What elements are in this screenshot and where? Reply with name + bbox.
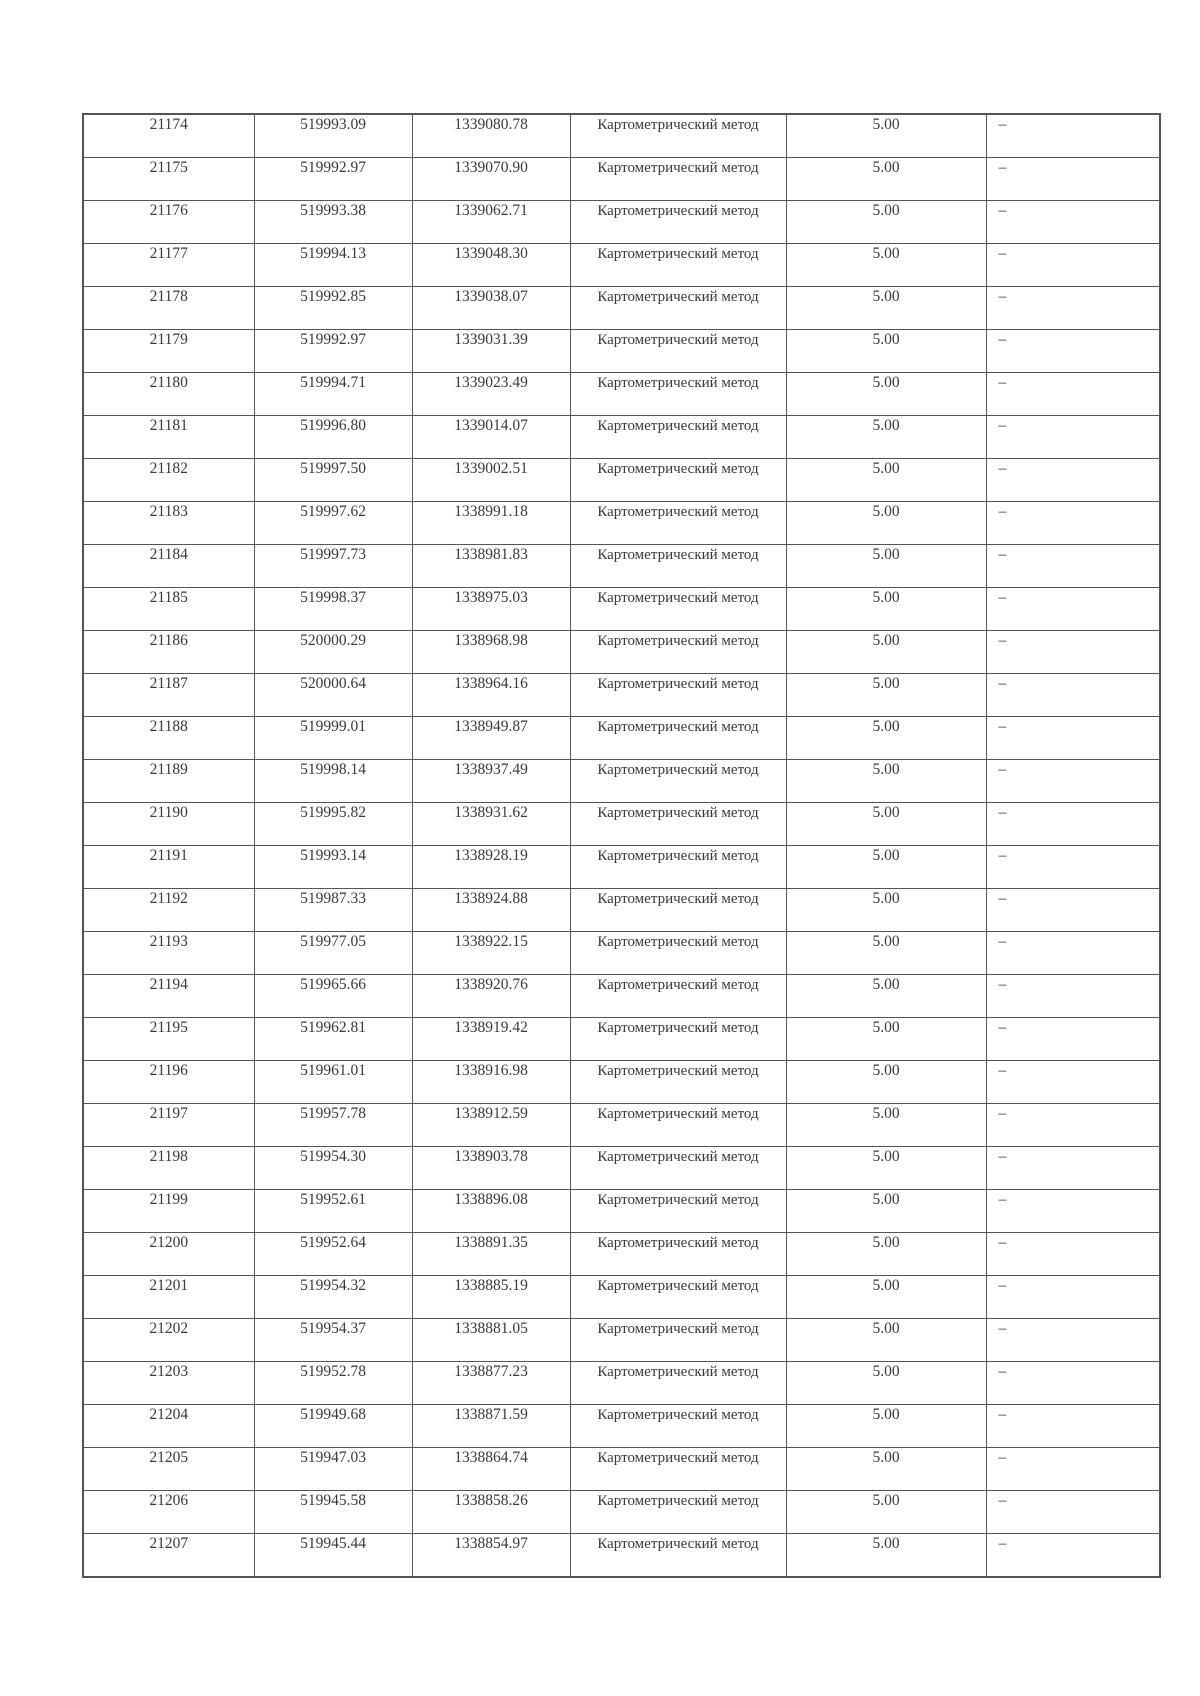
note-cell: – <box>986 1276 1160 1319</box>
accuracy-cell: 5.00 <box>786 287 986 330</box>
point-number-cell: 21178 <box>83 287 254 330</box>
y-coordinate-cell: 1338922.15 <box>412 932 570 975</box>
x-coordinate-cell: 519994.71 <box>254 373 412 416</box>
accuracy-cell: 5.00 <box>786 330 986 373</box>
y-coordinate-cell: 1338877.23 <box>412 1362 570 1405</box>
note-cell: – <box>986 1190 1160 1233</box>
table-row <box>83 1233 1160 1276</box>
note-cell: – <box>986 502 1160 545</box>
table-row <box>83 803 1160 846</box>
table-row <box>83 1405 1160 1448</box>
table-row <box>83 889 1160 932</box>
note-cell: – <box>986 1061 1160 1104</box>
point-number-cell: 21205 <box>83 1448 254 1491</box>
y-coordinate-cell: 1338991.18 <box>412 502 570 545</box>
y-coordinate-cell: 1339014.07 <box>412 416 570 459</box>
note-cell: – <box>986 1233 1160 1276</box>
method-cell: Картометрический метод <box>570 545 786 588</box>
accuracy-cell: 5.00 <box>786 459 986 502</box>
method-cell: Картометрический метод <box>570 717 786 760</box>
table-row <box>83 545 1160 588</box>
x-coordinate-cell: 520000.29 <box>254 631 412 674</box>
point-number-cell: 21190 <box>83 803 254 846</box>
method-cell: Картометрический метод <box>570 287 786 330</box>
method-cell: Картометрический метод <box>570 114 786 158</box>
method-cell: Картометрический метод <box>570 1190 786 1233</box>
x-coordinate-cell: 519997.50 <box>254 459 412 502</box>
note-cell: – <box>986 330 1160 373</box>
note-cell: – <box>986 1319 1160 1362</box>
y-coordinate-cell: 1338924.88 <box>412 889 570 932</box>
point-number-cell: 21181 <box>83 416 254 459</box>
note-cell: – <box>986 287 1160 330</box>
method-cell: Картометрический метод <box>570 803 786 846</box>
y-coordinate-cell: 1338871.59 <box>412 1405 570 1448</box>
x-coordinate-cell: 519992.97 <box>254 330 412 373</box>
accuracy-cell: 5.00 <box>786 244 986 287</box>
method-cell: Картометрический метод <box>570 932 786 975</box>
note-cell: – <box>986 803 1160 846</box>
point-number-cell: 21186 <box>83 631 254 674</box>
y-coordinate-cell: 1338920.76 <box>412 975 570 1018</box>
point-number-cell: 21198 <box>83 1147 254 1190</box>
point-number-cell: 21183 <box>83 502 254 545</box>
note-cell: – <box>986 201 1160 244</box>
accuracy-cell: 5.00 <box>786 1276 986 1319</box>
x-coordinate-cell: 519996.80 <box>254 416 412 459</box>
table-row <box>83 631 1160 674</box>
y-coordinate-cell: 1339080.78 <box>412 114 570 158</box>
x-coordinate-cell: 519995.82 <box>254 803 412 846</box>
x-coordinate-cell: 519945.58 <box>254 1491 412 1534</box>
note-cell: – <box>986 760 1160 803</box>
y-coordinate-cell: 1338885.19 <box>412 1276 570 1319</box>
x-coordinate-cell: 519961.01 <box>254 1061 412 1104</box>
method-cell: Картометрический метод <box>570 1362 786 1405</box>
point-number-cell: 21203 <box>83 1362 254 1405</box>
x-coordinate-cell: 519952.61 <box>254 1190 412 1233</box>
x-coordinate-cell: 519994.13 <box>254 244 412 287</box>
x-coordinate-cell: 519954.30 <box>254 1147 412 1190</box>
table-row <box>83 158 1160 201</box>
note-cell: – <box>986 545 1160 588</box>
method-cell: Картометрический метод <box>570 889 786 932</box>
method-cell: Картометрический метод <box>570 1018 786 1061</box>
x-coordinate-cell: 519993.14 <box>254 846 412 889</box>
table-row <box>83 287 1160 330</box>
method-cell: Картометрический метод <box>570 201 786 244</box>
method-cell: Картометрический метод <box>570 1233 786 1276</box>
accuracy-cell: 5.00 <box>786 846 986 889</box>
point-number-cell: 21196 <box>83 1061 254 1104</box>
accuracy-cell: 5.00 <box>786 1491 986 1534</box>
note-cell: – <box>986 1491 1160 1534</box>
table-row <box>83 674 1160 717</box>
method-cell: Картометрический метод <box>570 244 786 287</box>
x-coordinate-cell: 519992.85 <box>254 287 412 330</box>
note-cell: – <box>986 889 1160 932</box>
note-cell: – <box>986 588 1160 631</box>
y-coordinate-cell: 1338903.78 <box>412 1147 570 1190</box>
accuracy-cell: 5.00 <box>786 803 986 846</box>
accuracy-cell: 5.00 <box>786 1061 986 1104</box>
y-coordinate-cell: 1338896.08 <box>412 1190 570 1233</box>
method-cell: Картометрический метод <box>570 373 786 416</box>
method-cell: Картометрический метод <box>570 1491 786 1534</box>
x-coordinate-cell: 520000.64 <box>254 674 412 717</box>
point-number-cell: 21187 <box>83 674 254 717</box>
point-number-cell: 21182 <box>83 459 254 502</box>
point-number-cell: 21206 <box>83 1491 254 1534</box>
note-cell: – <box>986 1104 1160 1147</box>
accuracy-cell: 5.00 <box>786 114 986 158</box>
note-cell: – <box>986 1405 1160 1448</box>
note-cell: – <box>986 1448 1160 1491</box>
y-coordinate-cell: 1338919.42 <box>412 1018 570 1061</box>
method-cell: Картометрический метод <box>570 846 786 889</box>
method-cell: Картометрический метод <box>570 416 786 459</box>
point-number-cell: 21189 <box>83 760 254 803</box>
table-row <box>83 502 1160 545</box>
method-cell: Картометрический метод <box>570 158 786 201</box>
accuracy-cell: 5.00 <box>786 1190 986 1233</box>
point-number-cell: 21176 <box>83 201 254 244</box>
y-coordinate-cell: 1338975.03 <box>412 588 570 631</box>
x-coordinate-cell: 519952.78 <box>254 1362 412 1405</box>
x-coordinate-cell: 519998.14 <box>254 760 412 803</box>
table-row <box>83 416 1160 459</box>
y-coordinate-cell: 1338949.87 <box>412 717 570 760</box>
coordinates-table-body <box>83 114 1160 1577</box>
note-cell: – <box>986 1534 1160 1578</box>
y-coordinate-cell: 1338916.98 <box>412 1061 570 1104</box>
y-coordinate-cell: 1339070.90 <box>412 158 570 201</box>
note-cell: – <box>986 717 1160 760</box>
note-cell: – <box>986 1362 1160 1405</box>
y-coordinate-cell: 1338928.19 <box>412 846 570 889</box>
point-number-cell: 21193 <box>83 932 254 975</box>
y-coordinate-cell: 1338854.97 <box>412 1534 570 1578</box>
y-coordinate-cell: 1339048.30 <box>412 244 570 287</box>
table-row <box>83 846 1160 889</box>
y-coordinate-cell: 1339062.71 <box>412 201 570 244</box>
accuracy-cell: 5.00 <box>786 631 986 674</box>
y-coordinate-cell: 1338881.05 <box>412 1319 570 1362</box>
note-cell: – <box>986 114 1160 158</box>
x-coordinate-cell: 519992.97 <box>254 158 412 201</box>
accuracy-cell: 5.00 <box>786 1104 986 1147</box>
x-coordinate-cell: 519965.66 <box>254 975 412 1018</box>
point-number-cell: 21199 <box>83 1190 254 1233</box>
x-coordinate-cell: 519997.73 <box>254 545 412 588</box>
table-row <box>83 588 1160 631</box>
note-cell: – <box>986 1147 1160 1190</box>
accuracy-cell: 5.00 <box>786 975 986 1018</box>
table-row <box>83 1534 1160 1578</box>
table-row <box>83 717 1160 760</box>
table-row <box>83 330 1160 373</box>
accuracy-cell: 5.00 <box>786 1362 986 1405</box>
accuracy-cell: 5.00 <box>786 1018 986 1061</box>
x-coordinate-cell: 519993.09 <box>254 114 412 158</box>
accuracy-cell: 5.00 <box>786 1405 986 1448</box>
table-row <box>83 1448 1160 1491</box>
note-cell: – <box>986 373 1160 416</box>
x-coordinate-cell: 519977.05 <box>254 932 412 975</box>
point-number-cell: 21197 <box>83 1104 254 1147</box>
accuracy-cell: 5.00 <box>786 158 986 201</box>
accuracy-cell: 5.00 <box>786 932 986 975</box>
method-cell: Картометрический метод <box>570 1534 786 1578</box>
accuracy-cell: 5.00 <box>786 674 986 717</box>
point-number-cell: 21202 <box>83 1319 254 1362</box>
method-cell: Картометрический метод <box>570 1448 786 1491</box>
point-number-cell: 21192 <box>83 889 254 932</box>
table-row <box>83 114 1160 158</box>
table-row <box>83 1104 1160 1147</box>
note-cell: – <box>986 416 1160 459</box>
note-cell: – <box>986 975 1160 1018</box>
x-coordinate-cell: 519987.33 <box>254 889 412 932</box>
y-coordinate-cell: 1338937.49 <box>412 760 570 803</box>
y-coordinate-cell: 1338931.62 <box>412 803 570 846</box>
table-row <box>83 1276 1160 1319</box>
point-number-cell: 21174 <box>83 114 254 158</box>
point-number-cell: 21184 <box>83 545 254 588</box>
x-coordinate-cell: 519954.32 <box>254 1276 412 1319</box>
accuracy-cell: 5.00 <box>786 1319 986 1362</box>
y-coordinate-cell: 1339031.39 <box>412 330 570 373</box>
accuracy-cell: 5.00 <box>786 545 986 588</box>
table-row <box>83 1147 1160 1190</box>
accuracy-cell: 5.00 <box>786 502 986 545</box>
y-coordinate-cell: 1339002.51 <box>412 459 570 502</box>
method-cell: Картометрический метод <box>570 1319 786 1362</box>
method-cell: Картометрический метод <box>570 975 786 1018</box>
accuracy-cell: 5.00 <box>786 373 986 416</box>
point-number-cell: 21185 <box>83 588 254 631</box>
note-cell: – <box>986 1018 1160 1061</box>
x-coordinate-cell: 519947.03 <box>254 1448 412 1491</box>
point-number-cell: 21180 <box>83 373 254 416</box>
note-cell: – <box>986 631 1160 674</box>
table-row <box>83 932 1160 975</box>
coordinates-table <box>82 113 1161 1578</box>
x-coordinate-cell: 519954.37 <box>254 1319 412 1362</box>
table-row <box>83 1319 1160 1362</box>
y-coordinate-cell: 1338858.26 <box>412 1491 570 1534</box>
accuracy-cell: 5.00 <box>786 416 986 459</box>
method-cell: Картометрический метод <box>570 1147 786 1190</box>
table-row <box>83 1362 1160 1405</box>
point-number-cell: 21175 <box>83 158 254 201</box>
x-coordinate-cell: 519962.81 <box>254 1018 412 1061</box>
point-number-cell: 21201 <box>83 1276 254 1319</box>
accuracy-cell: 5.00 <box>786 1233 986 1276</box>
note-cell: – <box>986 158 1160 201</box>
accuracy-cell: 5.00 <box>786 1147 986 1190</box>
x-coordinate-cell: 519997.62 <box>254 502 412 545</box>
y-coordinate-cell: 1339038.07 <box>412 287 570 330</box>
point-number-cell: 21200 <box>83 1233 254 1276</box>
x-coordinate-cell: 519949.68 <box>254 1405 412 1448</box>
point-number-cell: 21204 <box>83 1405 254 1448</box>
note-cell: – <box>986 932 1160 975</box>
table-row <box>83 459 1160 502</box>
table-row <box>83 201 1160 244</box>
y-coordinate-cell: 1338912.59 <box>412 1104 570 1147</box>
accuracy-cell: 5.00 <box>786 760 986 803</box>
note-cell: – <box>986 846 1160 889</box>
method-cell: Картометрический метод <box>570 330 786 373</box>
x-coordinate-cell: 519999.01 <box>254 717 412 760</box>
method-cell: Картометрический метод <box>570 1276 786 1319</box>
x-coordinate-cell: 519957.78 <box>254 1104 412 1147</box>
point-number-cell: 21179 <box>83 330 254 373</box>
method-cell: Картометрический метод <box>570 674 786 717</box>
y-coordinate-cell: 1338891.35 <box>412 1233 570 1276</box>
note-cell: – <box>986 674 1160 717</box>
method-cell: Картометрический метод <box>570 1104 786 1147</box>
table-row <box>83 1190 1160 1233</box>
y-coordinate-cell: 1338968.98 <box>412 631 570 674</box>
y-coordinate-cell: 1339023.49 <box>412 373 570 416</box>
method-cell: Картометрический метод <box>570 502 786 545</box>
x-coordinate-cell: 519998.37 <box>254 588 412 631</box>
point-number-cell: 21191 <box>83 846 254 889</box>
x-coordinate-cell: 519952.64 <box>254 1233 412 1276</box>
y-coordinate-cell: 1338981.83 <box>412 545 570 588</box>
table-row <box>83 760 1160 803</box>
accuracy-cell: 5.00 <box>786 201 986 244</box>
point-number-cell: 21194 <box>83 975 254 1018</box>
table-row <box>83 1491 1160 1534</box>
accuracy-cell: 5.00 <box>786 588 986 631</box>
y-coordinate-cell: 1338964.16 <box>412 674 570 717</box>
accuracy-cell: 5.00 <box>786 1448 986 1491</box>
method-cell: Картометрический метод <box>570 1061 786 1104</box>
note-cell: – <box>986 244 1160 287</box>
table-row <box>83 373 1160 416</box>
note-cell: – <box>986 459 1160 502</box>
y-coordinate-cell: 1338864.74 <box>412 1448 570 1491</box>
accuracy-cell: 5.00 <box>786 1534 986 1578</box>
method-cell: Картометрический метод <box>570 760 786 803</box>
method-cell: Картометрический метод <box>570 1405 786 1448</box>
point-number-cell: 21188 <box>83 717 254 760</box>
accuracy-cell: 5.00 <box>786 889 986 932</box>
method-cell: Картометрический метод <box>570 459 786 502</box>
point-number-cell: 21207 <box>83 1534 254 1578</box>
table-row <box>83 1061 1160 1104</box>
point-number-cell: 21195 <box>83 1018 254 1061</box>
method-cell: Картометрический метод <box>570 588 786 631</box>
table-row <box>83 244 1160 287</box>
x-coordinate-cell: 519945.44 <box>254 1534 412 1578</box>
method-cell: Картометрический метод <box>570 631 786 674</box>
x-coordinate-cell: 519993.38 <box>254 201 412 244</box>
point-number-cell: 21177 <box>83 244 254 287</box>
table-row <box>83 1018 1160 1061</box>
accuracy-cell: 5.00 <box>786 717 986 760</box>
table-row <box>83 975 1160 1018</box>
